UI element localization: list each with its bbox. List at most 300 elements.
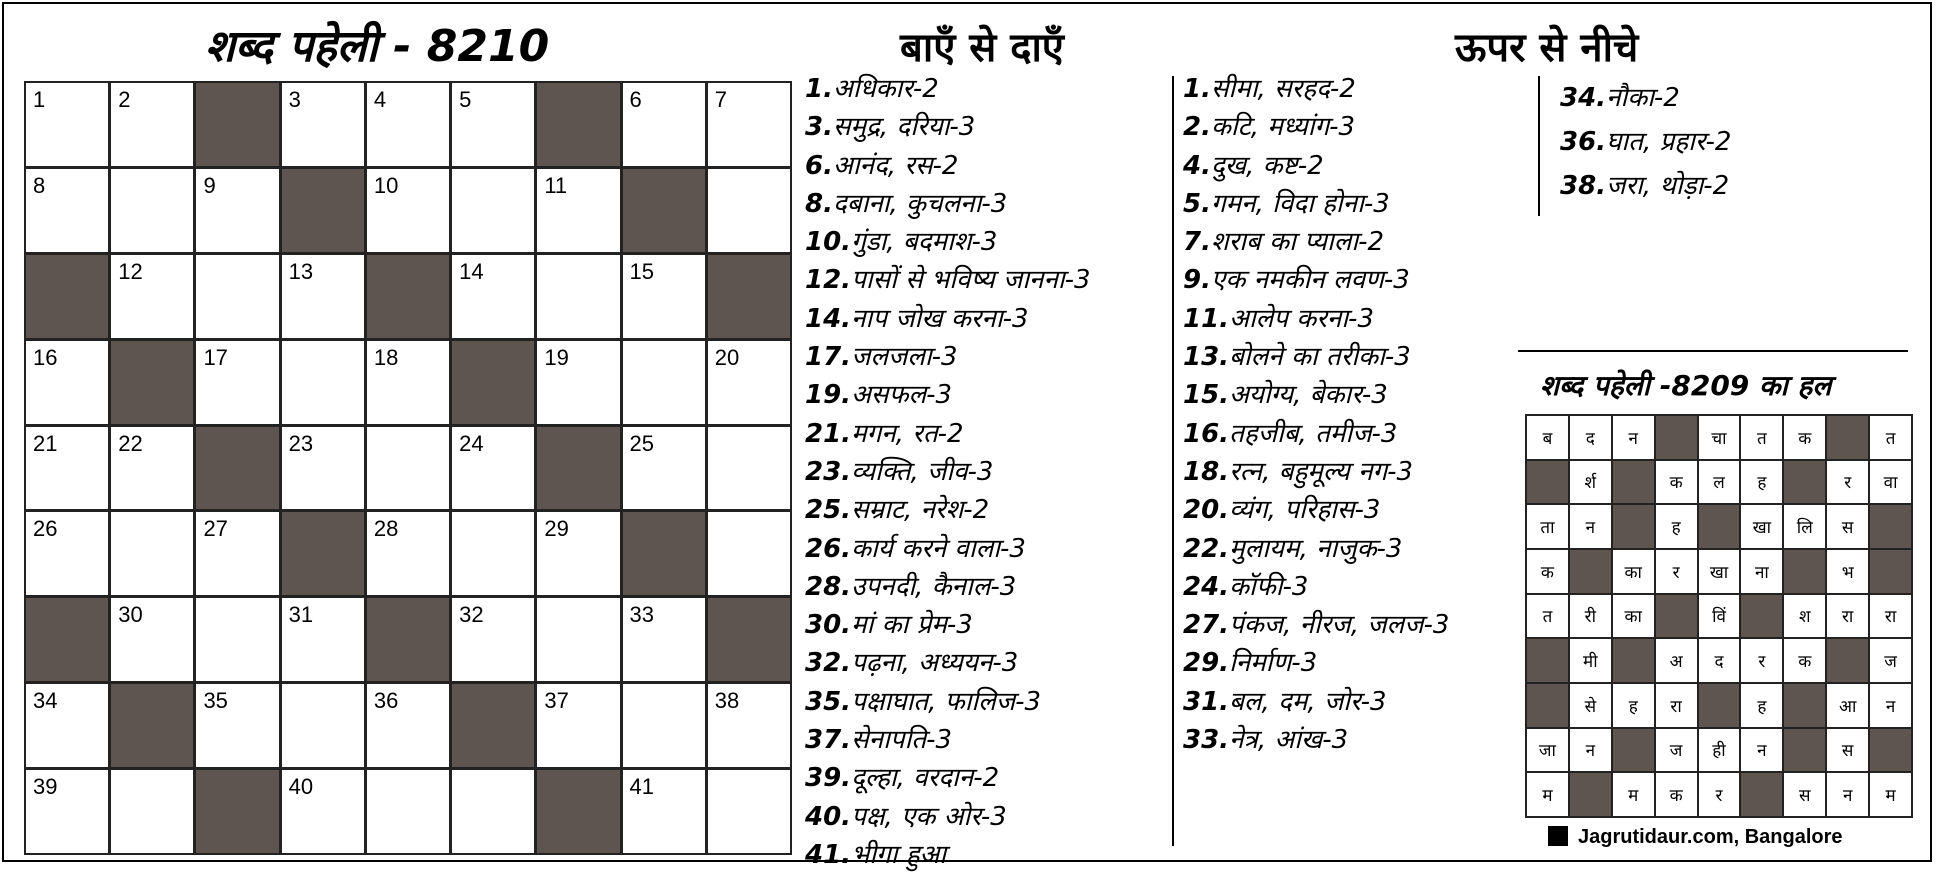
clue-number: 27.: [1183, 610, 1230, 641]
clue-text: पक्षाघात, फालिज-3: [851, 686, 1042, 717]
grid-cell[interactable]: [708, 169, 790, 252]
cell-number: 26: [33, 516, 58, 542]
grid-cell[interactable]: [282, 598, 364, 681]
cell-number: 34: [33, 688, 58, 714]
clue-number: 25.: [805, 495, 852, 526]
grid-cell[interactable]: [26, 83, 108, 166]
grid-cell[interactable]: [282, 770, 364, 853]
clue-text: असफल-3: [851, 380, 953, 411]
clue-number: 14.: [805, 303, 852, 334]
clue-number: 16.: [1183, 418, 1230, 449]
grid-cell[interactable]: [26, 341, 108, 424]
cell-number: 11: [544, 172, 568, 198]
cell-number: 35: [203, 688, 228, 714]
grid-cell[interactable]: [623, 427, 705, 510]
cell-number: 5: [459, 87, 472, 112]
clue: [805, 836, 1091, 874]
grid-cell[interactable]: [537, 169, 619, 252]
cell-number: 24: [459, 430, 484, 456]
solution-title: शब्द पहेली -8209 का हल: [1540, 369, 1832, 402]
cell-number: 9: [203, 172, 216, 198]
black-cell: [537, 83, 619, 166]
grid-cell[interactable]: [111, 169, 193, 252]
grid-cell[interactable]: [282, 427, 364, 510]
cell-number: 16: [33, 344, 58, 370]
solution-cell: ह: [1741, 461, 1782, 504]
solution-black-cell: [1570, 550, 1611, 593]
grid-cell[interactable]: [196, 684, 278, 767]
cell-number: 1: [33, 87, 46, 112]
clue-text: सम्राट, नरेश-2: [851, 495, 990, 526]
clue-number: 28.: [805, 571, 852, 602]
black-cell: [196, 427, 278, 510]
solution-black-cell: [1784, 684, 1825, 727]
clue-number: 8.: [805, 188, 833, 219]
clue-number: 15.: [1183, 380, 1230, 411]
clue: [805, 185, 1091, 223]
black-cell: [111, 684, 193, 767]
black-cell: [196, 770, 278, 853]
solution-cell: त: [1870, 416, 1911, 459]
solution-cell: द: [1570, 416, 1611, 459]
grid-cell[interactable]: [367, 770, 449, 853]
solution-cell: वा: [1870, 461, 1911, 504]
cell-number: 15: [629, 258, 655, 284]
black-cell: [537, 427, 619, 510]
solution-cell: जा: [1527, 729, 1568, 772]
cell-number: 23: [288, 430, 314, 456]
grid-cell[interactable]: [623, 684, 705, 767]
cell-number: 10: [373, 172, 399, 198]
clue: [805, 415, 1091, 453]
clue-number: 32.: [805, 648, 852, 679]
clue-text: नाप जोख करना-3: [851, 303, 1029, 334]
clue: [805, 261, 1091, 299]
black-cell: [111, 341, 193, 424]
cell-number: 36: [373, 688, 399, 714]
solution-black-cell: [1527, 639, 1568, 682]
cell-number: 22: [118, 430, 143, 456]
cell-number: 19: [544, 344, 569, 370]
clue: [1183, 223, 1449, 261]
clue-number: 5.: [1183, 188, 1211, 219]
solution-cell: क: [1656, 773, 1697, 816]
clue-number: 23.: [805, 456, 852, 487]
black-cell: [452, 684, 534, 767]
clue: [805, 108, 1091, 146]
clue-text: जरा, थोड़ा-2: [1606, 171, 1730, 201]
grid-cell[interactable]: [708, 512, 790, 595]
cell-number: 25: [629, 430, 655, 456]
grid-cell[interactable]: [282, 255, 364, 338]
clue: [805, 530, 1091, 568]
clue-text: आनंद, रस-2: [832, 150, 959, 181]
grid-cell[interactable]: [111, 598, 193, 681]
solution-black-cell: [1741, 595, 1782, 638]
grid-cell[interactable]: [452, 83, 534, 166]
across-clues: [805, 70, 1091, 874]
grid-cell[interactable]: [623, 83, 705, 166]
puzzle-title: शब्द पहेली - 8210: [205, 21, 550, 72]
grid-cell[interactable]: [623, 255, 705, 338]
clue-number: 30.: [805, 610, 852, 641]
grid-cell[interactable]: [708, 770, 790, 853]
clue-number: 34.: [1560, 83, 1607, 113]
grid-cell[interactable]: [367, 512, 449, 595]
cell-number: 20: [714, 344, 740, 370]
solution-cell: का: [1613, 595, 1654, 638]
clue-text: नौका-2: [1606, 83, 1680, 113]
cell-number: 18: [373, 344, 399, 370]
solution-cell: क: [1784, 639, 1825, 682]
grid-cell[interactable]: [367, 341, 449, 424]
solution-cell: द: [1699, 639, 1740, 682]
cell-number: 12: [118, 258, 143, 284]
clue-text: पक्ष, एक ओर-3: [851, 801, 1007, 832]
clue-number: 1.: [805, 74, 833, 104]
grid-cell[interactable]: [26, 169, 108, 252]
grid-cell[interactable]: [537, 341, 619, 424]
grid-cell[interactable]: [452, 255, 534, 338]
solution-cell: न: [1570, 729, 1611, 772]
solution-cell: रा: [1827, 595, 1868, 638]
grid-cell[interactable]: [452, 770, 534, 853]
clue: [805, 70, 1091, 108]
clue-text: सेनापति-3: [851, 725, 953, 756]
clue-text: घात, प्रहार-2: [1606, 127, 1732, 157]
solution-cell: ही: [1699, 729, 1740, 772]
clue-text: दूल्हा, वरदान-2: [851, 763, 1000, 794]
grid-cell[interactable]: [282, 341, 364, 424]
clue: [805, 491, 1091, 529]
black-cell: [26, 255, 108, 338]
grid-cell[interactable]: [26, 427, 108, 510]
clue-number: 9.: [1183, 265, 1211, 296]
grid-cell[interactable]: [196, 598, 278, 681]
column-divider: [1538, 76, 1540, 216]
clue-text: मगन, रत-2: [851, 418, 964, 449]
grid-cell[interactable]: [282, 83, 364, 166]
clue: [805, 300, 1091, 338]
clue: [1560, 76, 1731, 120]
clue: [805, 721, 1091, 759]
cell-number: 31: [288, 602, 314, 628]
clue-text: गमन, विदा होना-3: [1210, 188, 1390, 219]
solution-cell: का: [1613, 550, 1654, 593]
clue-text: पंकज, नीरज, जलज-3: [1229, 610, 1450, 641]
clue: [1183, 338, 1449, 376]
clue-text: मां का प्रेम-3: [851, 610, 973, 641]
solution-black-cell: [1827, 639, 1868, 682]
grid-cell[interactable]: [26, 512, 108, 595]
solution-cell: क: [1656, 461, 1697, 504]
clue-number: 10.: [805, 227, 852, 258]
clue: [805, 376, 1091, 414]
clue: [1183, 415, 1449, 453]
clue: [805, 759, 1091, 797]
grid-cell[interactable]: [196, 255, 278, 338]
solution-cell: त: [1741, 416, 1782, 459]
grid-cell[interactable]: [708, 83, 790, 166]
clue-number: 17.: [805, 342, 852, 373]
cell-number: 4: [373, 87, 387, 112]
clue: [805, 568, 1091, 606]
solution-black-cell: [1827, 416, 1868, 459]
clue-number: 33.: [1183, 725, 1230, 756]
grid-cell[interactable]: [452, 512, 534, 595]
solution-cell: स: [1784, 773, 1825, 816]
solution-cell: त: [1527, 595, 1568, 638]
solution-cell: ना: [1741, 550, 1782, 593]
clue: [1183, 721, 1449, 759]
clue: [805, 644, 1091, 682]
grid-cell[interactable]: [367, 427, 449, 510]
clue-text: मुलायम, नाजुक-3: [1229, 533, 1403, 564]
grid-cell[interactable]: [367, 169, 449, 252]
clue-text: उपनदी, कैनाल-3: [851, 571, 1017, 602]
clue-number: 20.: [1183, 495, 1230, 526]
grid-cell[interactable]: [537, 255, 619, 338]
black-cell: [26, 598, 108, 681]
clue-text: अधिकार-2: [832, 74, 939, 104]
grid-cell[interactable]: [452, 427, 534, 510]
clue-text: दुख, कष्ट-2: [1210, 150, 1324, 181]
solution-black-cell: [1784, 461, 1825, 504]
solution-cell: स: [1827, 505, 1868, 548]
black-cell: [282, 169, 364, 252]
solution-black-cell: [1656, 595, 1697, 638]
down-clues-continued: [1560, 76, 1731, 208]
square-icon: [1548, 826, 1568, 846]
solution-cell: ज: [1870, 639, 1911, 682]
cell-number: 40: [288, 774, 314, 800]
solution-cell: न: [1827, 773, 1868, 816]
solution-cell: न: [1570, 505, 1611, 548]
grid-cell[interactable]: [537, 684, 619, 767]
solution-cell: ता: [1527, 505, 1568, 548]
grid-cell[interactable]: [26, 684, 108, 767]
grid-cell[interactable]: [111, 512, 193, 595]
clue-number: 38.: [1560, 171, 1607, 201]
clue-text: निर्माण-3: [1229, 648, 1318, 679]
solution-cell: म: [1613, 773, 1654, 816]
grid-cell[interactable]: [282, 684, 364, 767]
section-divider: [1518, 350, 1908, 352]
grid-cell[interactable]: [26, 770, 108, 853]
clue-text: बोलने का तरीका-3: [1229, 342, 1411, 373]
cell-number: 32: [459, 602, 484, 628]
clue: [1183, 606, 1449, 644]
grid-cell[interactable]: [196, 512, 278, 595]
clue-text: शराब का प्याला-2: [1210, 227, 1385, 258]
clue: [805, 606, 1091, 644]
cell-number: 29: [544, 516, 569, 542]
solution-cell: र्श: [1570, 461, 1611, 504]
cell-number: 37: [544, 688, 569, 714]
clue: [805, 453, 1091, 491]
clue-text: पढ़ना, अध्ययन-3: [851, 648, 1019, 679]
solution-cell: न: [1613, 416, 1654, 459]
grid-cell[interactable]: [537, 598, 619, 681]
solution-cell: ह: [1741, 684, 1782, 727]
solution-cell: रा: [1870, 595, 1911, 638]
clue-text: व्यक्ति, जीव-3: [851, 456, 994, 487]
clue: [805, 683, 1091, 721]
grid-cell[interactable]: [111, 83, 193, 166]
grid-cell[interactable]: [623, 341, 705, 424]
grid-cell[interactable]: [708, 427, 790, 510]
cell-number: 33: [629, 602, 655, 628]
clue: [1560, 120, 1731, 164]
clue-text: कार्य करने वाला-3: [851, 533, 1026, 564]
solution-cell: ज: [1656, 729, 1697, 772]
grid-cell[interactable]: [196, 341, 278, 424]
crossword-grid[interactable]: [24, 81, 792, 855]
black-cell: [367, 598, 449, 681]
solution-cell: आ: [1827, 684, 1868, 727]
credit-text: Jagrutidaur.com, Bangalore: [1578, 826, 1843, 848]
solution-cell: ल: [1699, 461, 1740, 504]
solution-black-cell: [1570, 773, 1611, 816]
cell-number: 3: [288, 87, 301, 112]
solution-black-cell: [1741, 773, 1782, 816]
clue: [1560, 164, 1731, 208]
clue: [1183, 300, 1449, 338]
cell-number: 2: [118, 87, 131, 112]
solution-black-cell: [1613, 461, 1654, 504]
down-heading: ऊपर से नीचे: [1455, 25, 1639, 71]
grid-cell[interactable]: [623, 598, 705, 681]
clue: [1183, 453, 1449, 491]
grid-cell[interactable]: [708, 684, 790, 767]
clue-number: 40.: [805, 801, 852, 832]
solution-black-cell: [1870, 550, 1911, 593]
grid-cell[interactable]: [367, 83, 449, 166]
grid-cell[interactable]: [367, 684, 449, 767]
black-cell: [708, 598, 790, 681]
clue-text: समुद्र, दरिया-3: [832, 112, 976, 143]
solution-cell: र: [1699, 773, 1740, 816]
solution-cell: र: [1656, 550, 1697, 593]
cell-number: 7: [714, 87, 728, 112]
clue: [1183, 147, 1449, 185]
grid-cell[interactable]: [537, 512, 619, 595]
clue: [1183, 644, 1449, 682]
across-heading: बाएँ से दाएँ: [900, 25, 1064, 71]
clue-text: जलजला-3: [851, 342, 958, 373]
solution-cell: मी: [1570, 639, 1611, 682]
solution-cell: न: [1741, 729, 1782, 772]
solution-cell: र: [1741, 639, 1782, 682]
clue-text: व्यंग, परिहास-3: [1229, 495, 1381, 526]
solution-black-cell: [1699, 505, 1740, 548]
clue-number: 21.: [805, 418, 852, 449]
black-cell: [623, 512, 705, 595]
column-divider: [1172, 76, 1174, 846]
solution-cell: ह: [1613, 684, 1654, 727]
clue-text: सीमा, सरहद-2: [1210, 74, 1356, 104]
grid-cell[interactable]: [452, 598, 534, 681]
solution-black-cell: [1784, 729, 1825, 772]
clue-number: 6.: [805, 150, 833, 181]
clue-number: 18.: [1183, 456, 1230, 487]
solution-cell: स: [1827, 729, 1868, 772]
clue-text: नेत्र, आंख-3: [1229, 725, 1349, 756]
clue-text: तहजीब, तमीज-3: [1229, 418, 1398, 449]
solution-cell: र: [1827, 461, 1868, 504]
clue-text: एक नमकीन लवण-3: [1210, 265, 1410, 296]
clue-text: गुंडा, बदमाश-3: [851, 227, 998, 258]
black-cell: [282, 512, 364, 595]
clue-number: 35.: [805, 686, 852, 717]
solution-black-cell: [1870, 729, 1911, 772]
clue-number: 3.: [805, 112, 833, 143]
clue: [1183, 185, 1449, 223]
clue: [1183, 70, 1449, 108]
clue-text: अयोग्य, बेकार-3: [1229, 380, 1388, 411]
clue-number: 12.: [805, 265, 852, 296]
grid-cell[interactable]: [196, 169, 278, 252]
solution-cell: से: [1570, 684, 1611, 727]
clue: [805, 147, 1091, 185]
clue: [1183, 568, 1449, 606]
solution-cell: खा: [1699, 550, 1740, 593]
solution-cell: म: [1870, 773, 1911, 816]
solution-cell: ह: [1656, 505, 1697, 548]
clue: [1183, 376, 1449, 414]
cell-number: 21: [33, 430, 58, 456]
clue-number: 31.: [1183, 686, 1230, 717]
clue-number: 2.: [1183, 112, 1211, 143]
grid-cell[interactable]: [452, 169, 534, 252]
clue: [1183, 683, 1449, 721]
solution-cell: अ: [1656, 639, 1697, 682]
solution-black-cell: [1527, 684, 1568, 727]
clue-text: रत्न, बहुमूल्य नग-3: [1229, 456, 1414, 487]
clue: [1183, 108, 1449, 146]
solution-cell: श: [1784, 595, 1825, 638]
grid-cell[interactable]: [111, 427, 193, 510]
clue: [805, 338, 1091, 376]
solution-cell: खा: [1741, 505, 1782, 548]
cell-number: 27: [203, 516, 228, 542]
cell-number: 41: [629, 774, 655, 800]
clue-number: 37.: [805, 725, 852, 756]
solution-cell: भ: [1827, 550, 1868, 593]
grid-cell[interactable]: [111, 255, 193, 338]
grid-cell[interactable]: [623, 770, 705, 853]
solution-black-cell: [1527, 461, 1568, 504]
clue-text: बल, दम, जोर-3: [1229, 686, 1387, 717]
clue-number: 1.: [1183, 74, 1211, 104]
solution-black-cell: [1613, 505, 1654, 548]
clue-number: 11.: [1183, 303, 1230, 334]
cell-number: 14: [459, 258, 484, 284]
black-cell: [708, 255, 790, 338]
clue-number: 7.: [1183, 227, 1211, 258]
solution-grid: [1525, 414, 1913, 818]
grid-cell[interactable]: [111, 770, 193, 853]
clue-number: 29.: [1183, 648, 1230, 679]
solution-black-cell: [1613, 639, 1654, 682]
clue-number: 19.: [805, 380, 852, 411]
grid-cell[interactable]: [708, 341, 790, 424]
solution-cell: म: [1527, 773, 1568, 816]
clue-text: कटि, मध्यांग-3: [1210, 112, 1356, 143]
solution-black-cell: [1784, 550, 1825, 593]
clue-text: कॉफी-3: [1229, 571, 1309, 602]
cell-number: 38: [714, 688, 740, 714]
